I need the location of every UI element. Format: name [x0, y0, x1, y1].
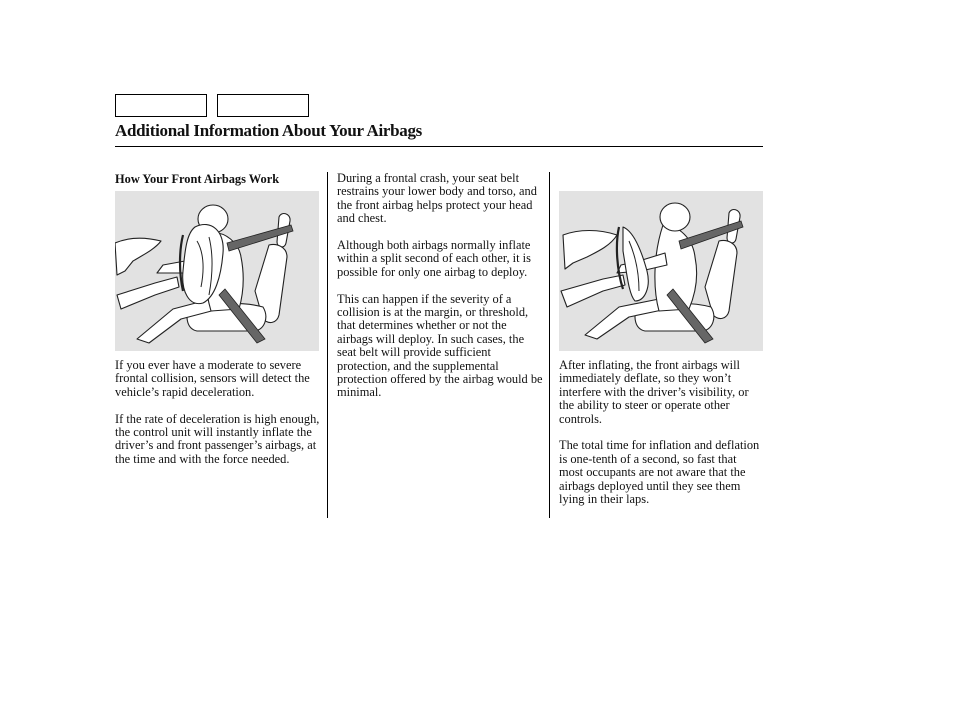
section-heading: How Your Front Airbags Work — [115, 172, 280, 186]
paragraph: If the rate of deceleration is high enough, the control unit will instantly inflate the driver’s and front passenger’s airbags, at the time and with the force needed. — [115, 411, 320, 466]
column-2-text — [337, 172, 545, 413]
paragraph: Although both airbags normally inflate within a split second of each other, it is possible for only one airbag to deploy. — [337, 238, 531, 279]
nav-button-2[interactable] — [217, 94, 309, 117]
column-1-text — [115, 359, 323, 480]
paragraph: After inflating, the front airbags will immediately deflate, so they won’t interfere with the driver’s visibility, or the ability to steer or operate other controls. — [559, 358, 749, 426]
column-divider — [549, 172, 550, 518]
paragraph: The total time for inflation and deflation is one-tenth of a second, so fast that most occupants are not aware that the airbags deployed until they see them lying in their laps. — [559, 438, 760, 507]
column-3-text — [559, 359, 763, 520]
title-rule — [115, 146, 763, 147]
paragraph: During a frontal crash, your seat belt restrains your lower body and torso, and the front airbag helps protect your head and chest. — [337, 171, 537, 226]
deflated-airbag-illustration — [559, 191, 763, 351]
inflated-airbag-illustration — [115, 191, 319, 351]
inflated-airbag-icon — [115, 191, 319, 351]
nav-button-1[interactable] — [115, 94, 207, 117]
paragraph: If you ever have a moderate to severe frontal collision, sensors will detect the vehicle’s rapid deceleration. — [115, 358, 310, 399]
paragraph: This can happen if the severity of a collision is at the margin, or threshold, that determines whether or not the airbags will deploy. In such cases, the seat belt will provide sufficient protection, and the supplemental protection offered by the airbag would be minimal. — [337, 291, 543, 400]
page-title: Additional Information About Your Airbags — [115, 121, 422, 140]
deflated-airbag-icon — [559, 191, 763, 351]
column-divider — [327, 172, 328, 518]
